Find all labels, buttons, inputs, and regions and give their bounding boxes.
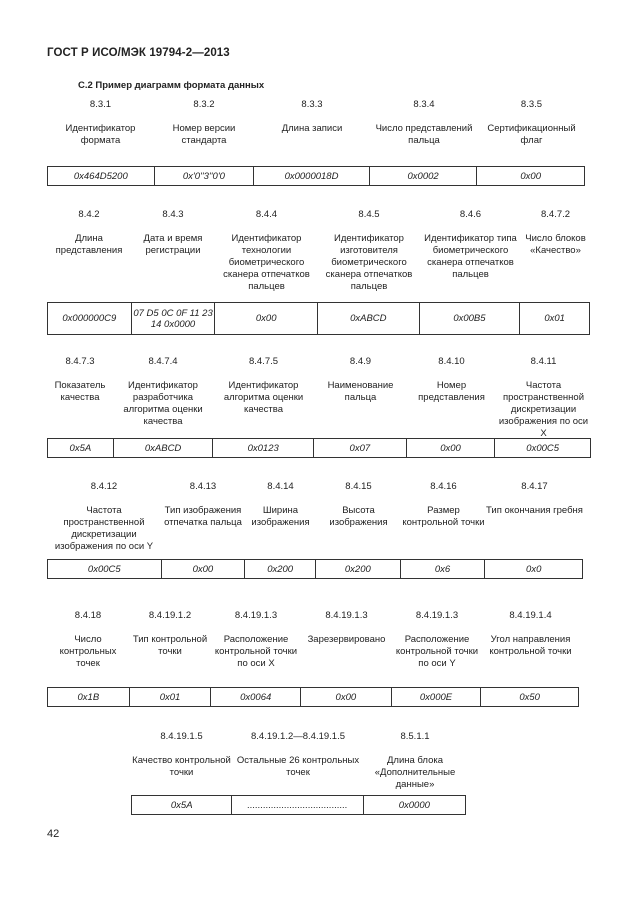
field-value: 0x6: [401, 560, 486, 578]
field-value: 0xABCD: [114, 439, 214, 457]
field-number: 8.3.2: [193, 99, 215, 110]
page-number: 42: [47, 828, 60, 840]
field-header: [113, 356, 213, 428]
field-value: 0x00: [215, 303, 318, 334]
field-number: 8.4.18: [74, 610, 102, 621]
field-number: 8.4.14: [267, 481, 294, 492]
field-label: Ширина изображения: [251, 505, 310, 528]
field-header: [131, 731, 232, 779]
field-label: Расположение контрольной точки по оси X: [214, 634, 298, 669]
field-label: Сертификационный флаг: [487, 123, 576, 146]
field-header: [161, 481, 245, 529]
field-number: 8.4.4: [255, 209, 278, 220]
field-label: Тип контрольной точки: [132, 634, 208, 657]
field-header: [314, 356, 407, 404]
section-title: С.2 Пример диаграмм формата данных: [78, 80, 265, 91]
field-label: Номер версии стандарта: [172, 123, 236, 146]
field-label: Число контрольных точек: [59, 634, 117, 669]
field-value-row: [47, 302, 590, 335]
field-header: [47, 99, 154, 147]
field-label: Зарезервировано: [307, 634, 386, 645]
field-value: 0x0000: [398, 799, 430, 811]
field-header: [154, 99, 254, 147]
field-header: [496, 356, 591, 440]
field-value: 0x00: [162, 560, 246, 578]
field-header: [401, 481, 486, 529]
field-number: 8.4.19.1.5: [160, 731, 203, 742]
field-header: [486, 481, 583, 517]
field-label: Размер контрольной точки: [402, 505, 485, 528]
field-label: Частота пространственной дискретизации изображения по оси Y: [54, 505, 154, 552]
field-number: 8.4.6: [459, 209, 482, 220]
field-number: 8.4.19.1.4: [509, 610, 552, 621]
field-number: 8.4.7.4: [148, 356, 178, 367]
field-number: 8.4.16: [430, 481, 457, 492]
field-header: [301, 610, 392, 646]
field-label: Номер представления: [418, 380, 485, 403]
field-number: 8.3.3: [301, 99, 323, 110]
field-number: 8.4.17: [521, 481, 548, 492]
field-header: [482, 610, 579, 658]
field-header: [478, 99, 585, 147]
field-header: [254, 99, 370, 135]
field-value: 0x200: [245, 560, 316, 578]
field-value: 0x464D5200: [48, 167, 155, 185]
field-header: [316, 481, 401, 529]
field-header: [47, 356, 113, 404]
field-value: 0x00: [301, 688, 392, 706]
field-header: [232, 731, 364, 779]
field-label: Дата и время регистрации: [143, 233, 203, 256]
field-value: 0xABCD: [318, 303, 420, 334]
field-number: 8.3.1: [89, 99, 112, 110]
field-number: 8.4.19.1.2—8.4.19.1.5: [250, 731, 346, 742]
field-label: Идентификатор типа биометрического сканера отпечатков пальцев: [424, 233, 517, 280]
field-label: Качество контрольной точки: [132, 755, 231, 778]
field-label: Число блоков «Качество»: [525, 233, 586, 256]
field-header: [131, 209, 215, 257]
field-number: 8.3.5: [520, 99, 543, 110]
field-number: 8.5.1.1: [400, 731, 430, 742]
field-header: [407, 356, 496, 404]
field-label: Идентификатор алгоритма оценки качества: [223, 380, 304, 415]
field-value-row: [47, 166, 585, 186]
field-header: [213, 356, 314, 416]
field-value: 0x0000018D: [254, 167, 370, 185]
field-value: 0x00C5: [48, 560, 162, 578]
field-number: 8.4.19.1.2: [148, 610, 192, 621]
field-header: [47, 209, 131, 257]
field-value: 0x1B: [48, 688, 130, 706]
field-label: Показатель качества: [54, 380, 106, 403]
field-value: 0x00: [520, 170, 541, 182]
field-value: 07 D5 0C 0F 11 23 14 0x0000: [132, 303, 216, 334]
field-value: 0x000000C9: [48, 303, 132, 334]
field-number: 8.4.12: [90, 481, 118, 492]
field-label: Тип окончания гребня: [486, 505, 583, 516]
field-number: 8.4.7.2: [540, 209, 571, 220]
field-header: [215, 209, 318, 293]
document-header: ГОСТ Р ИСО/МЭК 19794-2—2013: [47, 47, 230, 59]
field-value: 0x0002: [370, 167, 478, 185]
field-value: 0x00C5: [526, 442, 560, 454]
field-number: 8.4.19.1.3: [415, 610, 459, 621]
field-label: Расположение контрольной точки по оси Y: [395, 634, 479, 669]
field-value: 0x000E: [392, 688, 482, 706]
field-number: 8.4.7.3: [65, 356, 95, 367]
field-header: [420, 209, 521, 281]
field-label: Идентификатор изготовителя биометрического сканера отпечатков пальцев: [325, 233, 413, 292]
field-value: 0x07: [314, 439, 407, 457]
field-number: 8.4.15: [345, 481, 372, 492]
field-value: 0x01: [130, 688, 212, 706]
field-label: Число представлений пальца: [375, 123, 473, 146]
field-header: [318, 209, 420, 293]
field-value-row: [47, 559, 583, 579]
field-value: 0x00: [407, 439, 496, 457]
field-value: 0x50: [519, 691, 540, 703]
field-value-row: [47, 438, 591, 458]
field-value: 0x0123: [213, 439, 314, 457]
field-label: Угол направления контрольной точки: [489, 634, 572, 657]
field-value: 0x0064: [211, 688, 301, 706]
field-header: [211, 610, 301, 670]
field-label: Идентификатор формата: [65, 123, 136, 146]
field-header: [47, 610, 129, 670]
field-number: 8.4.7.5: [248, 356, 279, 367]
field-value: 0x200: [316, 560, 401, 578]
field-label: Идентификатор технологии биометрического сканера отпечатков пальцев: [223, 233, 310, 292]
field-number: 8.4.13: [189, 481, 217, 492]
field-header: [521, 209, 590, 257]
field-label: Длина представления: [55, 233, 123, 256]
field-label: Остальные 26 контрольных точек: [236, 755, 360, 778]
field-header: [370, 99, 478, 147]
field-label: Наименование пальца: [327, 380, 394, 403]
field-value: 0x5A: [132, 796, 232, 814]
field-number: 8.3.4: [413, 99, 435, 110]
field-number: 8.4.3: [162, 209, 184, 220]
field-value: ......................................: [232, 796, 363, 814]
field-number: 8.4.5: [358, 209, 380, 220]
field-number: 8.4.19.1.3: [234, 610, 278, 621]
field-number: 8.4.2: [78, 209, 100, 220]
field-value: 0x01: [544, 313, 565, 324]
field-value-row: [131, 795, 466, 815]
field-number: 8.4.9: [349, 356, 372, 367]
field-number: 8.4.10: [438, 356, 465, 367]
field-value: 0x00B5: [420, 303, 521, 334]
field-value: 0x5A: [48, 439, 114, 457]
field-value: 0x0: [526, 563, 542, 575]
field-label: Высота изображения: [329, 505, 388, 528]
field-value: 0x'0''3''0'0: [155, 167, 255, 185]
field-header: [245, 481, 316, 529]
field-header: [129, 610, 211, 658]
field-number: 8.4.11: [530, 356, 557, 367]
field-header: [392, 610, 482, 670]
field-header: [364, 731, 466, 791]
field-label: Длина блока «Дополнительные данные»: [374, 755, 456, 790]
field-number: 8.4.19.1.3: [325, 610, 368, 621]
field-header: [47, 481, 161, 553]
field-label: Частота пространственной дискретизации изображения по оси X: [498, 380, 589, 439]
field-label: Тип изображения отпечатка пальца: [164, 505, 242, 528]
field-label: Идентификатор разработчика алгоритма оценки качества: [123, 380, 203, 427]
field-label: Длина записи: [281, 123, 343, 134]
field-value-row: [47, 687, 579, 707]
